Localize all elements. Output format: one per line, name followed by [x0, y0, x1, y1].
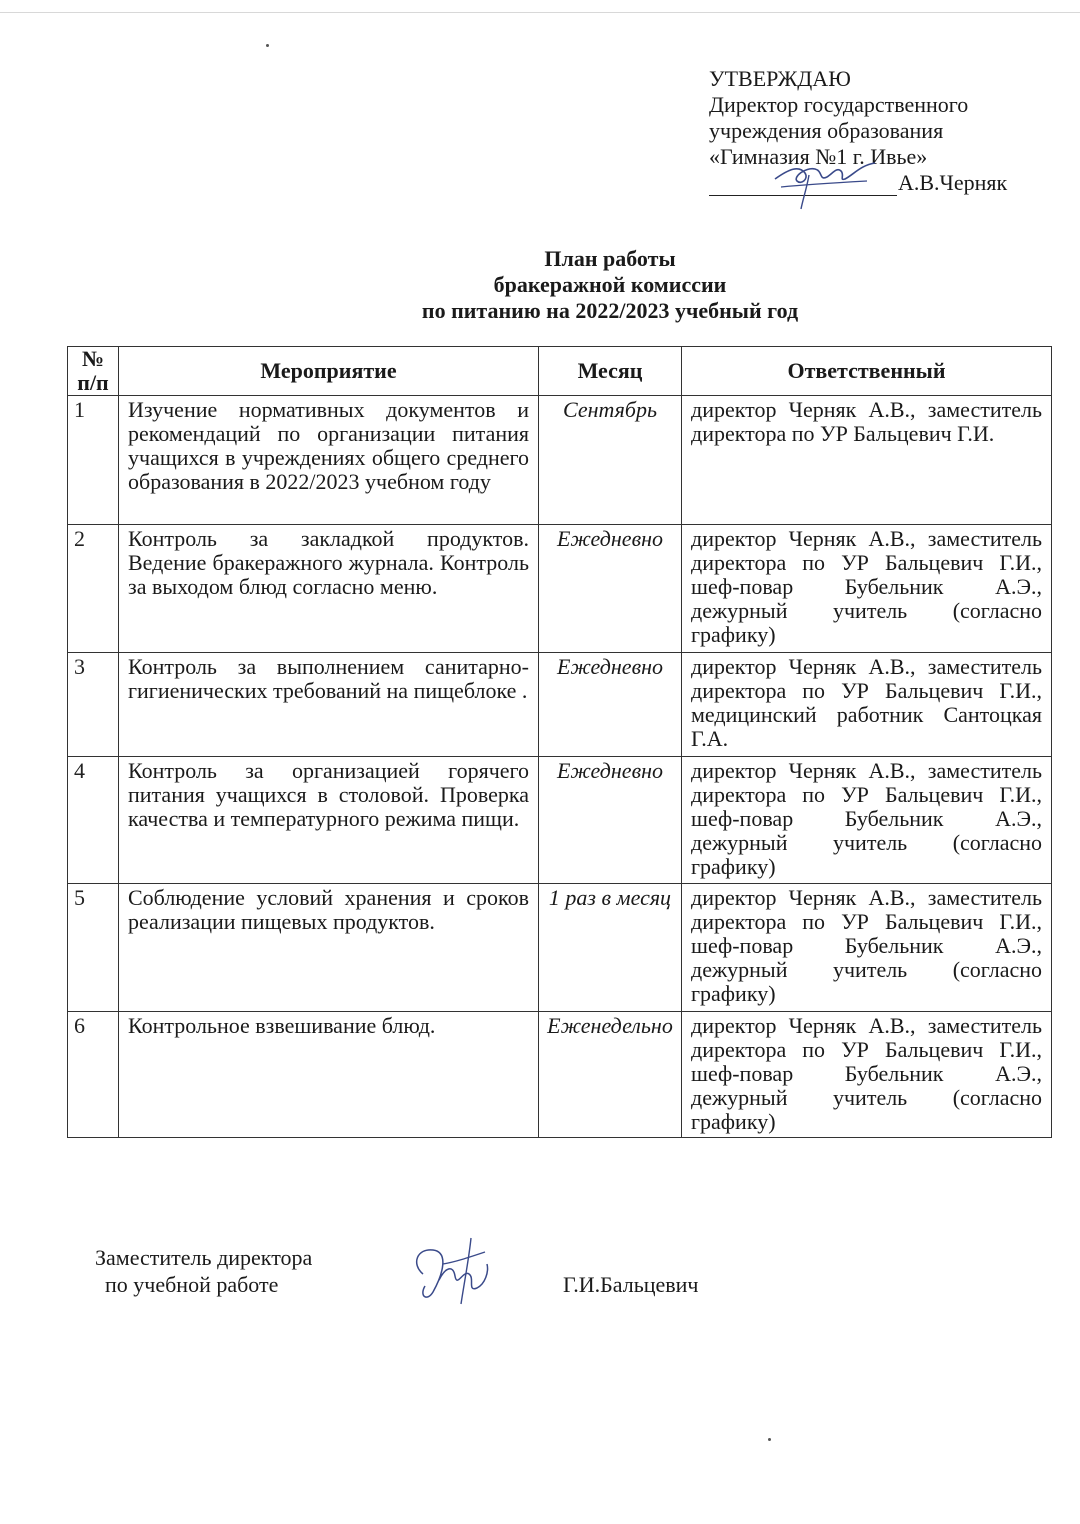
table-row: [68, 757, 1052, 884]
footer-position-line-2: по учебной работе: [105, 1272, 279, 1297]
row-number: 1: [68, 396, 119, 525]
approval-school-name: «Гимназия №1 г. Ивье»: [709, 144, 928, 169]
row-month: Еженедельно: [539, 1012, 682, 1138]
footer-position-line-1: Заместитель директора: [95, 1245, 313, 1270]
approval-institution-line: учреждения образования: [709, 118, 944, 143]
row-responsible: директор Черняк А.В., заместитель директора по УР Бальцевич Г.И.: [682, 396, 1052, 525]
approval-position-line: Директор государственного: [709, 92, 969, 117]
row-responsible: директор Черняк А.В., заместитель директора по УР Бальцевич Г.И., медицинский работник Сантоцкая Г.А.: [682, 653, 1052, 757]
row-month: Ежедневно: [539, 757, 682, 884]
document-title: [0, 246, 1080, 324]
row-number: 5: [68, 884, 119, 1012]
row-activity: Контроль за закладкой продуктов. Ведение бракеражного журнала. Контроль за выходом блюд согласно меню.: [119, 525, 539, 653]
row-number: 4: [68, 757, 119, 884]
row-responsible: директор Черняк А.В., заместитель директора по УР Бальцевич Г.И., шеф-повар Бубельник А.Э., дежурный учитель (согласно графику): [682, 525, 1052, 653]
table-row: [68, 396, 1052, 525]
row-number: 6: [68, 1012, 119, 1138]
table-row: [68, 653, 1052, 757]
approval-heading: УТВЕРЖДАЮ: [709, 66, 851, 91]
header-responsible: Ответственный: [682, 347, 1052, 396]
table-row: [68, 525, 1052, 653]
table-row: [68, 884, 1052, 1012]
row-activity: Контрольное взвешивание блюд.: [119, 1012, 539, 1138]
row-month: 1 раз в месяц: [539, 884, 682, 1012]
title-line-1: План работы: [544, 246, 676, 271]
row-activity: Контроль за организацией горячего питания учащихся в столовой. Проверка качества и температурного режима пищи.: [119, 757, 539, 884]
row-responsible: директор Черняк А.В., заместитель директора по УР Бальцевич Г.И., шеф-повар Бубельник А.Э., дежурный учитель (согласно графику): [682, 757, 1052, 884]
scan-edge-line: [0, 12, 1080, 13]
row-activity: Контроль за выполнением санитарно- гигиенических требований на пищеблоке .: [119, 653, 539, 757]
row-month: Ежедневно: [539, 525, 682, 653]
row-month: Ежедневно: [539, 653, 682, 757]
scan-speck: [768, 1438, 771, 1441]
director-signature-image: [771, 159, 881, 211]
row-month: Сентябрь: [539, 396, 682, 525]
row-number: 3: [68, 653, 119, 757]
row-activity: Изучение нормативных документов и рекомендаций по организации питания учащихся в учреждениях общего среднего образования в 2022/2023 учебном году: [119, 396, 539, 525]
row-responsible: директор Черняк А.В., заместитель директора по УР Бальцевич Г.И., шеф-повар Бубельник А.Э., дежурный учитель (согласно графику): [682, 1012, 1052, 1138]
header-activity: Мероприятие: [119, 347, 539, 396]
table-header-row: [68, 347, 1052, 396]
header-num: № п/п: [68, 347, 119, 396]
row-activity: Соблюдение условий хранения и сроков реализации пищевых продуктов.: [119, 884, 539, 1012]
scan-speck: [266, 44, 269, 47]
header-month: Месяц: [539, 347, 682, 396]
row-number: 2: [68, 525, 119, 653]
row-responsible: директор Черняк А.В., заместитель директора по УР Бальцевич Г.И., шеф-повар Бубельник А.Э., дежурный учитель (согласно графику): [682, 884, 1052, 1012]
title-line-2: бракеражной комиссии: [493, 272, 727, 297]
signature-blank: [709, 173, 897, 196]
table-row: [68, 1012, 1052, 1138]
title-line-3: по питанию на 2022/2023 учебный год: [421, 298, 799, 323]
approval-signature-line: [709, 170, 1049, 196]
footer-signer-name: Г.И.Бальцевич: [563, 1272, 699, 1297]
deputy-signature-image: [403, 1234, 503, 1314]
plan-table: [67, 346, 1052, 1138]
approval-signer-name: А.В.Черняк: [898, 170, 1008, 195]
approval-block: [709, 66, 1049, 196]
